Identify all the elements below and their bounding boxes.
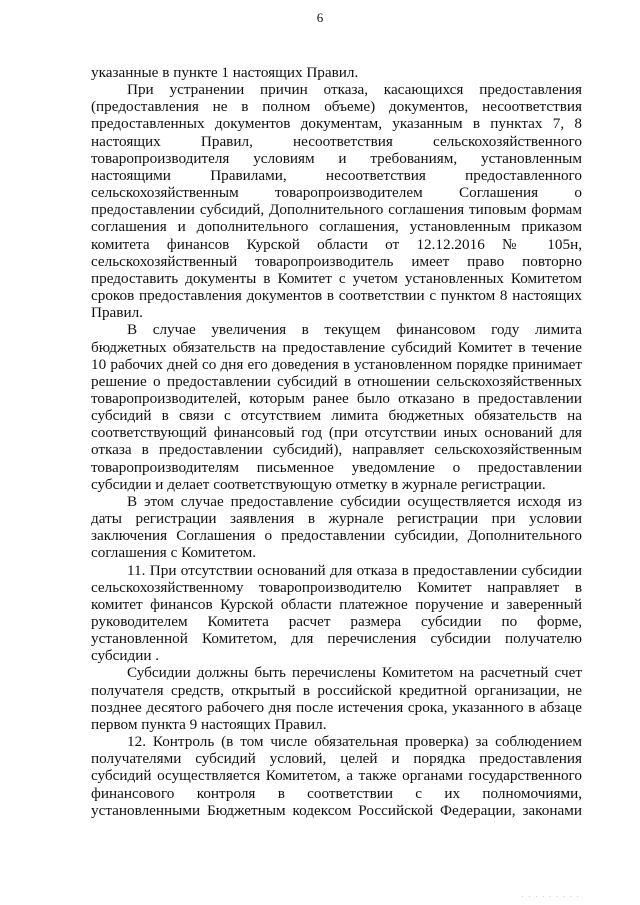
text-line: комитета финансов Курской области от 12.12.2016 № 105н, [91, 235, 582, 253]
text-line: заключения Соглашения о предоставлении субсидии, Дополнительного [91, 527, 582, 545]
text-line: субсидий осуществляется Комитетом, а также органами государственного [91, 767, 582, 785]
text-line: получателя средств, открытый в российской кредитной организации, не [91, 681, 582, 699]
text-line: предоставленных документов документам, указанным в пунктах 7, 8 [91, 115, 582, 133]
text-line: 12. Контроль (в том числе обязательная проверка) за соблюдением [127, 733, 582, 751]
text-line: бюджетных обязательств на предоставление субсидий Комитет в течение [91, 338, 582, 356]
text-line: установленной Комитетом, для перечисления субсидии получателю [91, 630, 582, 648]
text-line: руководителем Комитета расчет размера субсидии по форме, [91, 613, 582, 630]
text-line: решение о предоставлении субсидий в отношении сельскохозяйственных [91, 372, 582, 390]
text-line: позднее десятого рабочего дня после истечения срока, указанного в абзаце [91, 698, 582, 716]
text-line: субсидий в связи с отсутствием лимита бюджетных обязательств на [91, 407, 582, 425]
text-line: субсидии . [91, 647, 160, 665]
text-line: товаропроизводителей, которым ранее было отказано в предоставлении [91, 389, 582, 407]
text-line: субсидии и делает соответствующую отметку в журнале регистрации. [91, 475, 546, 493]
text-line: соглашения и дополнительного соглашения, установленным приказом [91, 218, 582, 236]
text-line: сельскохозяйственным товаропроизводителем Соглашения о [91, 184, 582, 202]
text-line: (предоставления не в полном объеме) документов, несоответствия [91, 98, 582, 116]
text-line: указанные в пункте 1 настоящих Правил. [91, 64, 359, 81]
text-line: 11. При отсутствии оснований для отказа в предоставлении субсидии [127, 561, 582, 579]
text-line: установленными Бюджетным кодексом Российской Федерации, законами [91, 801, 582, 819]
text-line: соглашения с Комитетом. [91, 544, 257, 562]
text-line: финансового контроля в соответствии с их полномочиями, [91, 784, 582, 802]
scan-watermark: · · · · · · · · · [521, 892, 580, 901]
text-line: товаропроизводителя условиям и требованиям, установленным [91, 149, 582, 167]
text-line: соответствующий финансовый год (при отсутствии иных оснований для [91, 424, 582, 442]
text-line: настоящими Правилами, несоответствия предоставленного [91, 166, 582, 184]
text-line: отказа в предоставлении субсидий), направляет сельскохозяйственным [91, 441, 582, 459]
document-body [91, 64, 582, 819]
text-line: Субсидии должны быть перечислены Комитетом на расчетный счет [127, 664, 582, 682]
text-line: настоящих Правил, несоответствия сельскохозяйственного [91, 132, 582, 150]
text-line: даты регистрации заявления в журнале регистрации при условии [91, 510, 582, 528]
text-line: товаропроизводителям письменное уведомление о предоставлении [91, 458, 582, 476]
text-line: сельскохозяйственный товаропроизводитель имеет право повторно [91, 252, 582, 270]
text-line: получателями субсидий условий, целей и порядка предоставления [91, 750, 582, 768]
page-number: 6 [316, 10, 324, 25]
text-line: сельскохозяйственному товаропроизводителю Комитет направляет в [91, 578, 582, 596]
text-line: При устранении причин отказа, касающихся предоставления [127, 81, 582, 99]
text-line: комитет финансов Курской области платежное поручение и заверенный [91, 595, 582, 613]
text-line: первом пункта 9 настоящих Правил. [91, 715, 327, 733]
text-line: 10 рабочих дней со дня его доведения в установленном порядке принимает [91, 355, 582, 373]
text-line: В случае увеличения в текущем финансовом году лимита [127, 321, 582, 339]
text-line: сроков предоставления документов в соответствии с пунктом 8 настоящих [91, 287, 582, 305]
text-line: предоставить документы в Комитет с учетом установленных Комитетом [91, 269, 582, 287]
text-line: В этом случае предоставление субсидии осуществляется исходя из [127, 492, 582, 510]
text-line: предоставлении субсидий, Дополнительного соглашения типовым формам [91, 201, 582, 219]
text-line: Правил. [91, 304, 143, 322]
